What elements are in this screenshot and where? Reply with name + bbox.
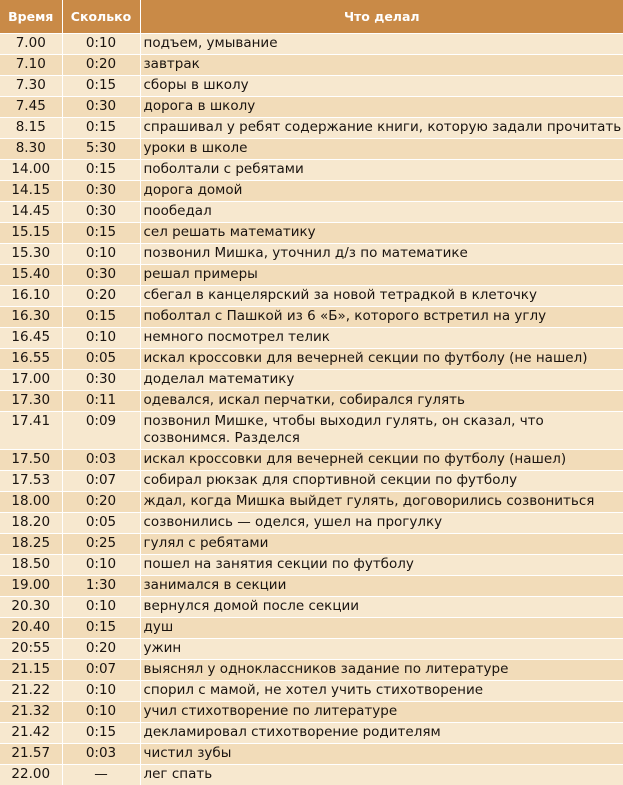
- cell-duration: 0:15: [62, 223, 140, 244]
- table-row: [0, 160, 623, 181]
- cell-duration: 0:15: [62, 723, 140, 744]
- cell-duration: 0:20: [62, 492, 140, 513]
- cell-duration: 0:07: [62, 660, 140, 681]
- cell-activity: позвонил Мишка, уточнил д/з по математике: [140, 244, 623, 265]
- cell-activity: вернулся домой после секции: [140, 597, 623, 618]
- cell-duration: 0:10: [62, 702, 140, 723]
- cell-duration: 0:15: [62, 160, 140, 181]
- header-activity: Что делал: [140, 0, 623, 34]
- table-body: [0, 34, 623, 785]
- cell-time: 17.53: [0, 471, 62, 492]
- table-row: [0, 513, 623, 534]
- cell-activity: доделал математику: [140, 370, 623, 391]
- cell-duration: 0:15: [62, 118, 140, 139]
- cell-time: 19.00: [0, 576, 62, 597]
- cell-time: 7.45: [0, 97, 62, 118]
- cell-activity: гулял с ребятами: [140, 534, 623, 555]
- cell-activity: чистил зубы: [140, 744, 623, 765]
- cell-time: 21.42: [0, 723, 62, 744]
- table-row: [0, 286, 623, 307]
- table-row: [0, 76, 623, 97]
- cell-duration: 0:07: [62, 471, 140, 492]
- cell-time: 8.15: [0, 118, 62, 139]
- cell-activity: уроки в школе: [140, 139, 623, 160]
- cell-duration: 0:30: [62, 97, 140, 118]
- table-row: [0, 307, 623, 328]
- cell-time: 21.22: [0, 681, 62, 702]
- cell-duration: 0:30: [62, 265, 140, 286]
- cell-activity: дорога в школу: [140, 97, 623, 118]
- cell-duration: 0:05: [62, 513, 140, 534]
- cell-duration: 0:30: [62, 202, 140, 223]
- cell-activity: сборы в школу: [140, 76, 623, 97]
- cell-activity: занимался в секции: [140, 576, 623, 597]
- table-row: [0, 660, 623, 681]
- table-row: [0, 265, 623, 286]
- table-row: [0, 765, 623, 785]
- cell-activity: ужин: [140, 639, 623, 660]
- table-row: [0, 618, 623, 639]
- table-row: [0, 471, 623, 492]
- cell-time: 14.00: [0, 160, 62, 181]
- cell-activity: выяснял у одноклассников задание по литературе: [140, 660, 623, 681]
- cell-time: 18.50: [0, 555, 62, 576]
- cell-activity: немного посмотрел телик: [140, 328, 623, 349]
- table-row: [0, 576, 623, 597]
- table-row: [0, 328, 623, 349]
- table-row: [0, 118, 623, 139]
- cell-duration: 0:25: [62, 534, 140, 555]
- table-row: [0, 555, 623, 576]
- header-time: Время: [0, 0, 62, 34]
- cell-time: 17.30: [0, 391, 62, 412]
- cell-time: 18.25: [0, 534, 62, 555]
- cell-time: 7.30: [0, 76, 62, 97]
- cell-time: 18.20: [0, 513, 62, 534]
- table-row: [0, 244, 623, 265]
- cell-time: 17.00: [0, 370, 62, 391]
- cell-time: 20.30: [0, 597, 62, 618]
- cell-time: 7.00: [0, 34, 62, 55]
- table-row: [0, 723, 623, 744]
- cell-duration: 0:11: [62, 391, 140, 412]
- table-row: [0, 55, 623, 76]
- cell-duration: 1:30: [62, 576, 140, 597]
- table-row: [0, 223, 623, 244]
- cell-duration: 0:10: [62, 244, 140, 265]
- cell-time: 7.10: [0, 55, 62, 76]
- table-row: [0, 412, 623, 450]
- cell-activity: завтрак: [140, 55, 623, 76]
- cell-duration: 0:30: [62, 181, 140, 202]
- cell-activity: спрашивал у ребят содержание книги, которую задали прочитать: [140, 118, 623, 139]
- cell-time: 21.15: [0, 660, 62, 681]
- cell-duration: 0:03: [62, 744, 140, 765]
- cell-time: 22.00: [0, 765, 62, 785]
- cell-activity: поболтали с ребятами: [140, 160, 623, 181]
- cell-time: 16.30: [0, 307, 62, 328]
- table-row: [0, 702, 623, 723]
- table-row: [0, 391, 623, 412]
- table-row: [0, 370, 623, 391]
- cell-time: 20.40: [0, 618, 62, 639]
- cell-duration: 0:10: [62, 681, 140, 702]
- cell-time: 15.30: [0, 244, 62, 265]
- cell-time: 18.00: [0, 492, 62, 513]
- cell-activity: позвонил Мишке, чтобы выходил гулять, он сказал, что созвонимся. Разделся: [140, 412, 623, 450]
- cell-duration: 0:05: [62, 349, 140, 370]
- cell-activity: решал примеры: [140, 265, 623, 286]
- cell-time: 15.15: [0, 223, 62, 244]
- cell-time: 16.10: [0, 286, 62, 307]
- cell-duration: 0:20: [62, 286, 140, 307]
- cell-duration: 0:15: [62, 618, 140, 639]
- cell-activity: пообедал: [140, 202, 623, 223]
- table-header: [0, 0, 623, 34]
- table-row: [0, 202, 623, 223]
- table-row: [0, 97, 623, 118]
- cell-activity: декламировал стихотворение родителям: [140, 723, 623, 744]
- cell-time: 8.30: [0, 139, 62, 160]
- cell-activity: лег спать: [140, 765, 623, 785]
- cell-time: 21.57: [0, 744, 62, 765]
- cell-time: 16.55: [0, 349, 62, 370]
- table-row: [0, 349, 623, 370]
- cell-activity: созвонились — оделся, ушел на прогулку: [140, 513, 623, 534]
- cell-activity: поболтал с Пашкой из 6 «Б», которого встретил на углу: [140, 307, 623, 328]
- table-row: [0, 34, 623, 55]
- header-duration: Сколько: [62, 0, 140, 34]
- cell-time: 16.45: [0, 328, 62, 349]
- cell-time: 15.40: [0, 265, 62, 286]
- cell-time: 17.50: [0, 450, 62, 471]
- table-row: [0, 534, 623, 555]
- cell-activity: одевался, искал перчатки, собирался гулять: [140, 391, 623, 412]
- cell-activity: пошел на занятия секции по футболу: [140, 555, 623, 576]
- table-row: [0, 639, 623, 660]
- cell-activity: душ: [140, 618, 623, 639]
- cell-duration: 0:10: [62, 328, 140, 349]
- cell-activity: сел решать математику: [140, 223, 623, 244]
- cell-duration: 0:09: [62, 412, 140, 450]
- cell-duration: 0:15: [62, 307, 140, 328]
- cell-duration: 5:30: [62, 139, 140, 160]
- cell-time: 17.41: [0, 412, 62, 450]
- table-row: [0, 139, 623, 160]
- table-row: [0, 181, 623, 202]
- cell-activity: дорога домой: [140, 181, 623, 202]
- cell-activity: собирал рюкзак для спортивной секции по футболу: [140, 471, 623, 492]
- cell-activity: ждал, когда Мишка выйдет гулять, договорились созвониться: [140, 492, 623, 513]
- cell-activity: искал кроссовки для вечерней секции по футболу (не нашел): [140, 349, 623, 370]
- cell-time: 20:55: [0, 639, 62, 660]
- table-row: [0, 492, 623, 513]
- cell-duration: 0:10: [62, 597, 140, 618]
- cell-time: 14.15: [0, 181, 62, 202]
- cell-activity: искал кроссовки для вечерней секции по футболу (нашел): [140, 450, 623, 471]
- table-row: [0, 597, 623, 618]
- cell-duration: 0:10: [62, 555, 140, 576]
- table-row: [0, 450, 623, 471]
- cell-duration: 0:03: [62, 450, 140, 471]
- cell-duration: 0:20: [62, 639, 140, 660]
- table-row: [0, 744, 623, 765]
- cell-activity: спорил с мамой, не хотел учить стихотворение: [140, 681, 623, 702]
- cell-duration: 0:10: [62, 34, 140, 55]
- cell-time: 21.32: [0, 702, 62, 723]
- cell-activity: сбегал в канцелярский за новой тетрадкой в клеточку: [140, 286, 623, 307]
- cell-time: 14.45: [0, 202, 62, 223]
- cell-duration: —: [62, 765, 140, 785]
- table-row: [0, 681, 623, 702]
- cell-activity: подъем, умывание: [140, 34, 623, 55]
- cell-duration: 0:30: [62, 370, 140, 391]
- cell-activity: учил стихотворение по литературе: [140, 702, 623, 723]
- cell-duration: 0:20: [62, 55, 140, 76]
- cell-duration: 0:15: [62, 76, 140, 97]
